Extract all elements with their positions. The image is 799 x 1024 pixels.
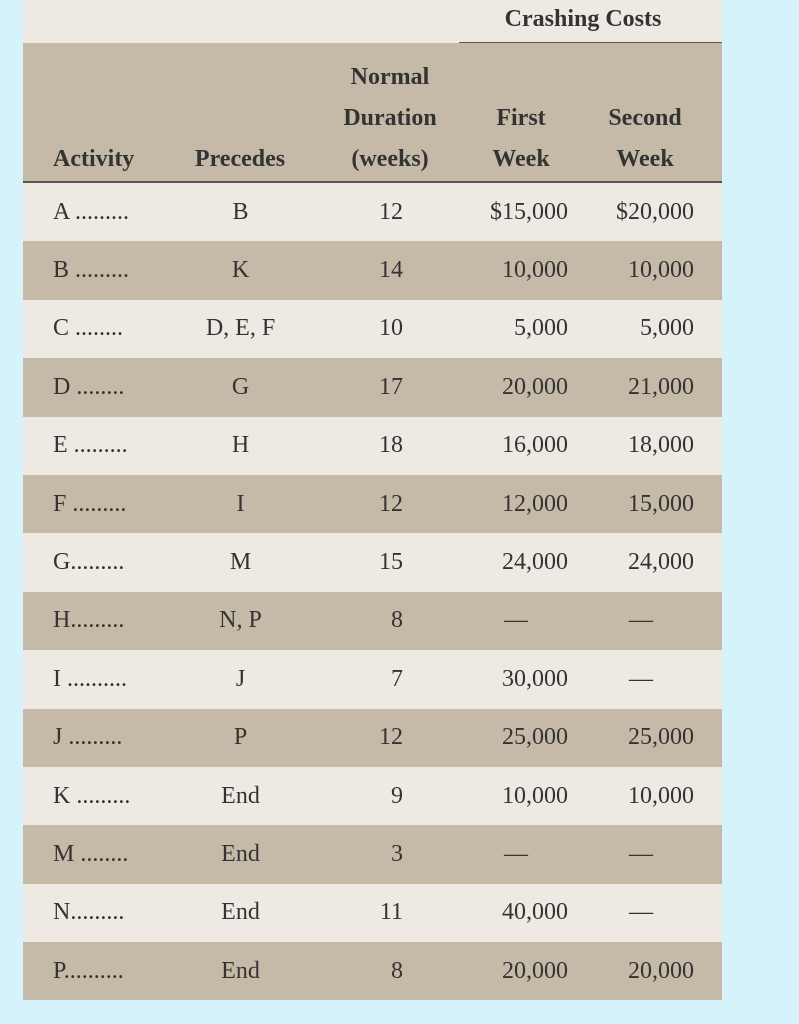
table-row xyxy=(23,884,722,942)
duration-cell: 18 xyxy=(379,432,403,459)
duration-cell: 8 xyxy=(391,607,403,634)
header-first-week: Week xyxy=(492,146,550,172)
activity-cell: K ......... xyxy=(53,782,131,809)
duration-cell: 7 xyxy=(391,665,403,692)
first-week-cost-cell: 20,000 xyxy=(502,373,568,400)
table-row xyxy=(23,825,722,883)
table-row xyxy=(23,417,722,475)
activity-cell: J ......... xyxy=(53,724,123,751)
duration-cell: 15 xyxy=(379,549,403,576)
precedes-cell: B xyxy=(232,198,249,225)
activity-cell: F ......... xyxy=(53,490,127,517)
second-week-cost-cell: $20,000 xyxy=(616,198,694,225)
header-second: Second xyxy=(608,105,682,131)
table-row xyxy=(23,942,722,1000)
precedes-cell: End xyxy=(221,957,260,984)
header-duration: Duration xyxy=(343,105,437,131)
first-week-cost-cell: 24,000 xyxy=(502,549,568,576)
precedes-cell: M xyxy=(229,549,252,576)
first-week-cost-cell: 16,000 xyxy=(502,432,568,459)
activity-cell: M ........ xyxy=(53,840,129,867)
first-week-cost-cell: — xyxy=(504,840,528,867)
duration-cell: 8 xyxy=(391,957,403,984)
second-week-cost-cell: 15,000 xyxy=(628,490,694,517)
header-weeks: (weeks) xyxy=(351,146,429,172)
duration-cell: 17 xyxy=(379,373,403,400)
crashing-costs-heading: Crashing Costs xyxy=(504,6,662,32)
duration-cell: 3 xyxy=(391,840,403,867)
precedes-cell: N, P xyxy=(219,607,262,634)
precedes-cell: K xyxy=(231,257,250,284)
header-second-week: Week xyxy=(616,146,674,172)
duration-cell: 14 xyxy=(379,257,403,284)
table-row xyxy=(23,358,722,416)
first-week-cost-cell: 20,000 xyxy=(502,957,568,984)
first-week-cost-cell: 30,000 xyxy=(502,665,568,692)
duration-cell: 11 xyxy=(379,899,403,926)
second-week-cost-cell: 10,000 xyxy=(628,257,694,284)
second-week-cost-cell: 10,000 xyxy=(628,782,694,809)
activity-cell: D ........ xyxy=(53,373,125,400)
second-week-cost-cell: 21,000 xyxy=(628,373,694,400)
activity-cell: P.......... xyxy=(53,957,124,984)
table-body xyxy=(23,183,722,1000)
table-row xyxy=(23,241,722,299)
first-week-cost-cell: $15,000 xyxy=(490,198,568,225)
second-week-cost-cell: 24,000 xyxy=(628,549,694,576)
table-row xyxy=(23,533,722,591)
first-week-cost-cell: 25,000 xyxy=(502,724,568,751)
table-row xyxy=(23,300,722,358)
header-activity: Activity xyxy=(53,146,135,172)
table-row xyxy=(23,650,722,708)
activity-cell: N......... xyxy=(53,899,125,926)
second-week-cost-cell: — xyxy=(629,899,653,926)
table-row xyxy=(23,183,722,241)
header-first: First xyxy=(496,105,546,131)
first-week-cost-cell: 5,000 xyxy=(514,315,568,342)
precedes-cell: I xyxy=(236,490,245,517)
precedes-cell: P xyxy=(233,724,248,751)
activity-cell: I .......... xyxy=(53,665,127,692)
second-week-cost-cell: 25,000 xyxy=(628,724,694,751)
second-week-cost-cell: — xyxy=(629,607,653,634)
duration-cell: 12 xyxy=(379,724,403,751)
second-week-cost-cell: — xyxy=(629,665,653,692)
duration-cell: 9 xyxy=(391,782,403,809)
table-row xyxy=(23,767,722,825)
first-week-cost-cell: 12,000 xyxy=(502,490,568,517)
table-row xyxy=(23,592,722,650)
precedes-cell: End xyxy=(221,840,260,867)
first-week-cost-cell: 10,000 xyxy=(502,782,568,809)
precedes-cell: G xyxy=(231,373,250,400)
header-top-band xyxy=(23,0,722,43)
activity-cell: H......... xyxy=(53,607,125,634)
table-row xyxy=(23,709,722,767)
precedes-cell: H xyxy=(231,432,250,459)
crashing-costs-table xyxy=(23,0,722,1001)
first-week-cost-cell: 40,000 xyxy=(502,899,568,926)
first-week-cost-cell: 10,000 xyxy=(502,257,568,284)
second-week-cost-cell: — xyxy=(629,840,653,867)
activity-cell: B ......... xyxy=(53,257,130,284)
first-week-cost-cell: — xyxy=(504,607,528,634)
second-week-cost-cell: 5,000 xyxy=(640,315,694,342)
precedes-cell: J xyxy=(235,665,246,692)
activity-cell: G......... xyxy=(53,549,125,576)
table-row xyxy=(23,475,722,533)
precedes-cell: D, E, F xyxy=(205,315,276,342)
activity-cell: E ......... xyxy=(53,432,128,459)
precedes-cell: End xyxy=(221,899,260,926)
header-normal: Normal xyxy=(350,64,430,90)
duration-cell: 12 xyxy=(379,490,403,517)
activity-cell: C ........ xyxy=(53,315,124,342)
header-precedes: Precedes xyxy=(194,146,286,172)
second-week-cost-cell: 18,000 xyxy=(628,432,694,459)
activity-cell: A ......... xyxy=(53,198,130,225)
duration-cell: 12 xyxy=(379,198,403,225)
second-week-cost-cell: 20,000 xyxy=(628,957,694,984)
duration-cell: 10 xyxy=(379,315,403,342)
column-header-band xyxy=(23,43,722,183)
precedes-cell: End xyxy=(221,782,260,809)
